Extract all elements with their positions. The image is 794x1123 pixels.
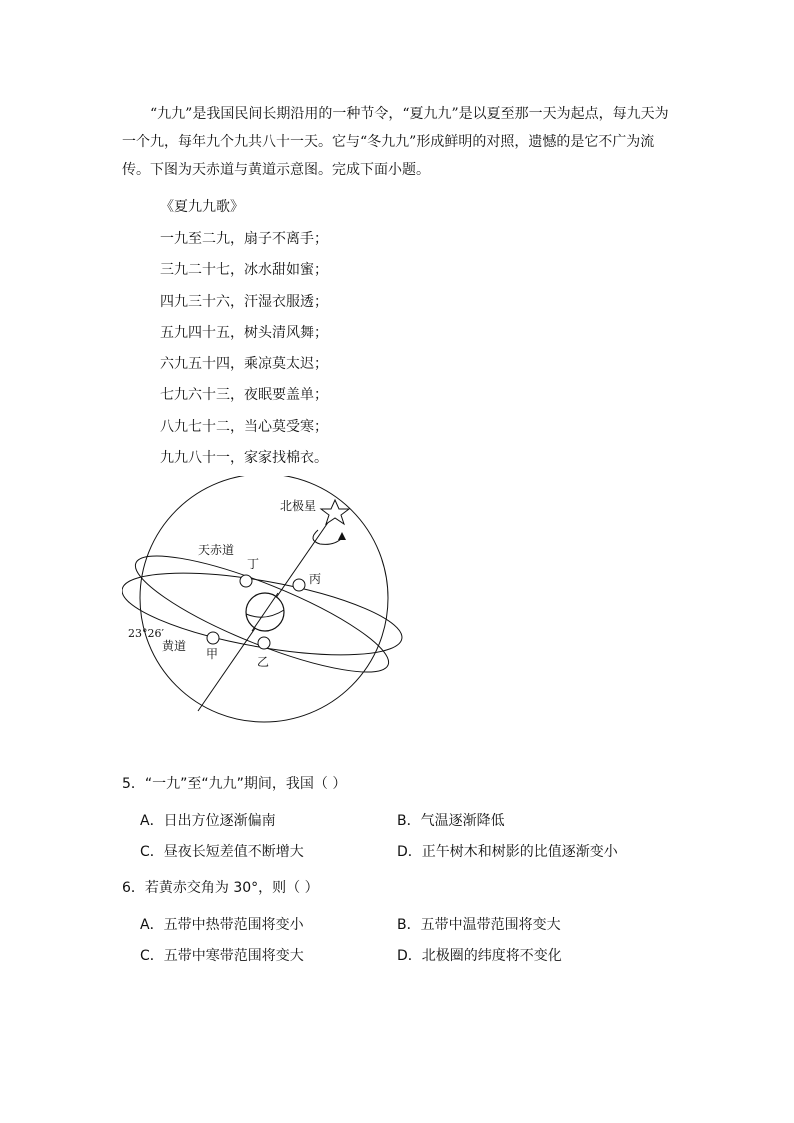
label-bing: 丙: [309, 572, 322, 586]
question-6-option-a: A．五带中热带范围将变小: [140, 917, 304, 933]
question-6-option-d: D．北极圈的纬度将不变化: [397, 948, 562, 964]
position-ding-marker: [240, 575, 252, 587]
position-bing-marker: [293, 579, 305, 591]
label-ding: 丁: [247, 557, 260, 571]
poem-line: 九九八十一，家家找棉衣。: [160, 450, 328, 467]
question-5-option-a: A．日出方位逐渐偏南: [140, 813, 276, 829]
poem-line: 三九二十七，冰水甜如蜜；: [160, 262, 328, 279]
intro-paragraph: “九九”是我国民间长期沿用的一种节令，“夏九九”是以夏至那一天为起点，每九天为一个九，每年九个九共八十一天。它与“冬九九”形成鲜明的对照，遗憾的是它不广为流传。下图为天赤道与黄道示意图。完成下面小题。: [122, 106, 669, 178]
label-ecliptic: 黄道: [162, 639, 187, 653]
rotation-arrowhead: [338, 532, 346, 540]
question-5-stem: 5．“一九”至“九九”期间，我国（ ）: [122, 776, 347, 792]
label-yi: 乙: [257, 655, 270, 669]
poem-line: 六九五十四，乘凉莫太迟；: [160, 356, 328, 373]
position-jia-marker: [207, 632, 219, 644]
question-6-stem: 6．若黄赤交角为 30°，则（ ）: [122, 880, 319, 896]
poem-line: 七九六十三，夜眠要盖单；: [160, 387, 328, 404]
question-6-option-c: C．五带中寒带范围将变大: [140, 948, 304, 964]
position-yi-marker: [258, 637, 270, 649]
poem-line: 四九三十六，汗湿衣服透；: [160, 293, 328, 310]
poem-line: 一九至二九，扇子不离手；: [160, 231, 328, 247]
poem-line: 八九七十二，当心莫受寒；: [160, 418, 328, 435]
poem: [160, 225, 328, 475]
celestial-sphere-diagram: [122, 476, 422, 736]
label-angle: 23°26′: [128, 627, 164, 640]
question-5-option-c: C．昼夜长短差值不断增大: [140, 844, 304, 860]
label-polaris: 北极星: [280, 499, 317, 513]
poem-title: 《夏九九歌》: [160, 199, 244, 215]
question-5-option-b: B．气温逐渐降低: [397, 813, 505, 829]
label-jia: 甲: [206, 647, 219, 661]
question-5-option-d: D．正午树木和树影的比值逐渐变小: [397, 844, 618, 860]
question-6-option-b: B．五带中温带范围将变大: [397, 917, 561, 933]
poem-line: 五九四十五，树头清风舞；: [160, 324, 328, 341]
label-celestial-equator: 天赤道: [198, 543, 235, 557]
